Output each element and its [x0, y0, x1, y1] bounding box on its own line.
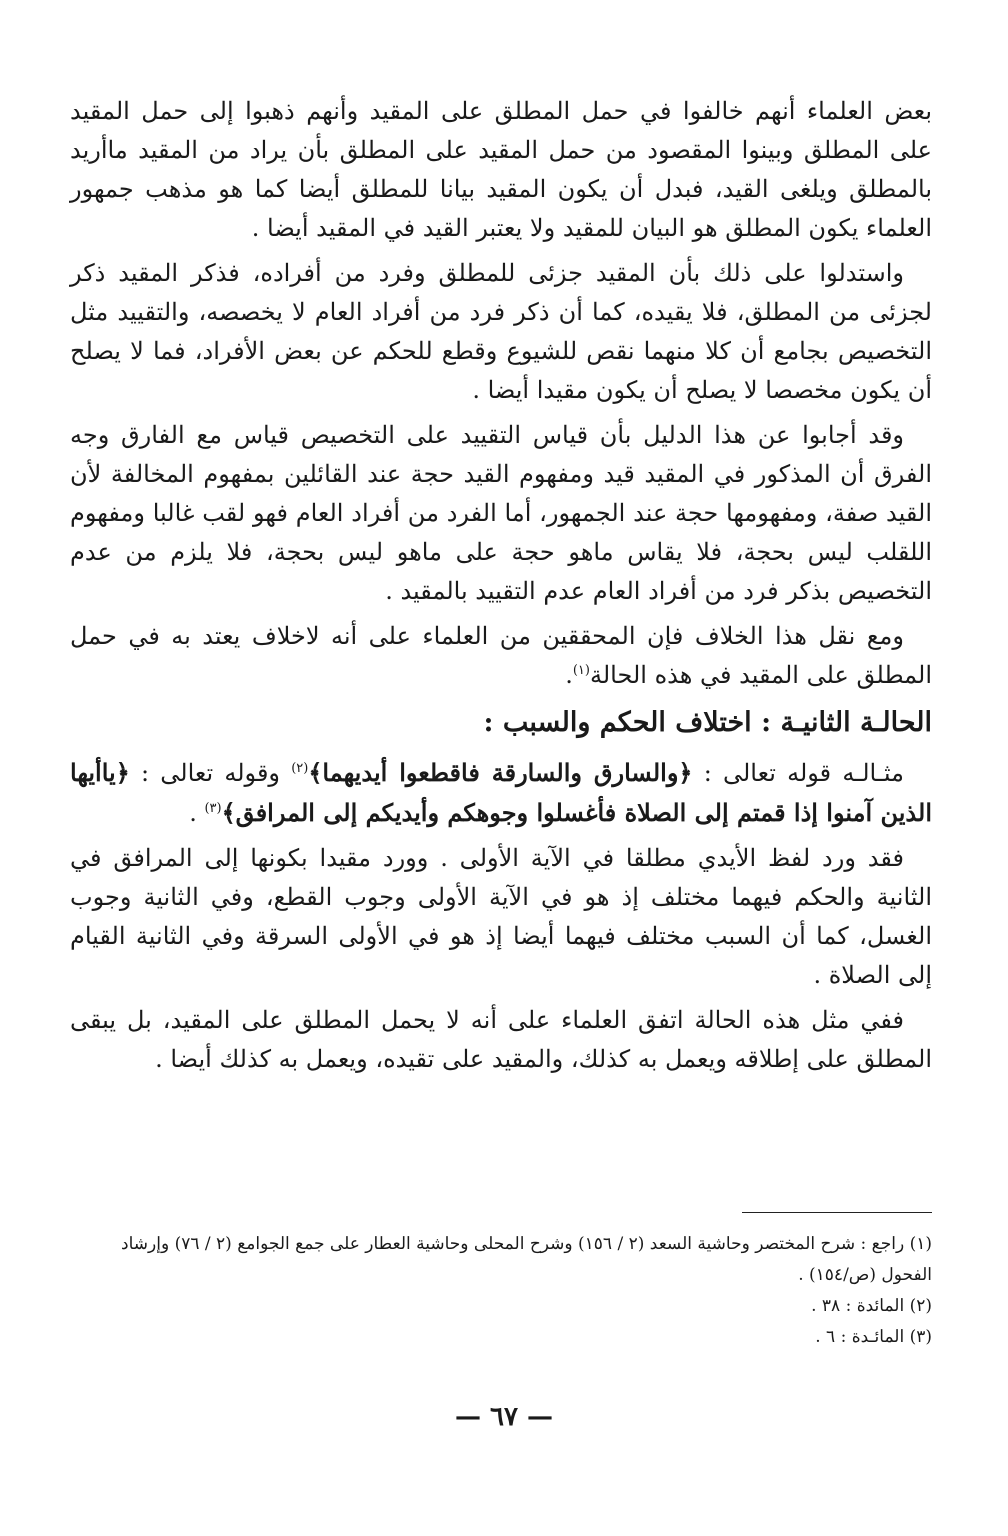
footnote-ref-3: (٣) — [204, 801, 222, 816]
paragraph-5-connector: وقوله تعالى : — [129, 759, 292, 787]
footnote-3: (٣) المائـدة : ٦ . — [815, 1327, 932, 1347]
quran-verse-1: ﴿والسارق والسارقة فاقطعوا أيديهما﴾ — [308, 758, 693, 787]
footnote-ref-1: (١) — [572, 663, 590, 678]
paragraph-6: فقد ورد لفظ الأيدي مطلقا في الآية الأولى . وورد مقيدا بكونها إلى المرافق في الثانية والحكم فيهما مختلف إذ هو في الآية الأولى وجوب القطع، وفي الثانية وجوب الغسل، كما أن السبب مختلف فيهما أيضا إذ هو في الأولى السرقة وفي الثانية القيام إلى الصلاة . — [70, 844, 932, 989]
page-body — [70, 92, 932, 1085]
section-heading: الحالـة الثانيـة : اختلاف الحكم والسبب : — [483, 707, 932, 738]
paragraph-4-text: ومع نقل هذا الخلاف فإن المحققين من العلماء على أنه لاخلاف يعتد به في حمل المطلق على المقيد في هذه الحالة — [70, 622, 932, 689]
paragraph-7: ففي مثل هذه الحالة اتفق العلماء على أنه لا يحمل المطلق على المقيد، بل يبقى المطلق على إطلاقه ويعمل به كذلك، والمقيد على تقيده، ويعمل به كذلك أيضا . — [70, 1006, 932, 1073]
paragraph-5-end: . — [189, 799, 205, 827]
paragraph-5 — [70, 753, 932, 833]
paragraph-1: بعض العلماء أنهم خالفوا في حمل المطلق على المقيد وأنهم ذهبوا إلى حمل المقيد على المطلق وبينوا المقصود من حمل المقيد على المطلق بأن يراد من المقيد ماأريد بالمطلق ويلغى القيد، فبدل أن يكون المقيد بيانا للمطلق أيضا كما هو مذهب جمهور العلماء يكون المطلق هو البيان للمقيد ولا يعتبر القيد في المقيد أيضا . — [70, 97, 932, 242]
footnote-separator — [742, 1212, 932, 1213]
footnote-1: (١) راجع : شرح المختصر وحاشية السعد (٢ / ١٥٦) وشرح المحلى وحاشية العطار على جمع الجوامع (٢ / ٧٦) وإرشاد الفحول (ص/١٥٤) . — [121, 1234, 932, 1285]
footnote-2: (٢) المائدة : ٣٨ . — [811, 1296, 932, 1316]
paragraph-5-intro: مثـالـه قوله تعالى : — [692, 759, 904, 787]
page-number: — ٦٧ — — [454, 1402, 554, 1432]
paragraph-2: واستدلوا على ذلك بأن المقيد جزئى للمطلق وفرد من أفراده، فذكر المقيد ذكر لجزئى من المطلق، فلا يقيده، كما أن ذكر فرد من أفراد العام لا يخصصه، والتقييد مثل التخصيص بجامع أن كلا منهما نقص للشيوع وقطع للحكم عن بعض الأفراد، فما لا يصلح أن يكون مخصصا لا يصلح أن يكون مقيدا أيضا . — [70, 259, 932, 404]
paragraph-4 — [70, 617, 932, 695]
footnote-ref-2: (٢) — [291, 761, 309, 776]
paragraph-3: وقد أجابوا عن هذا الدليل بأن قياس التقييد على التخصيص قياس مع الفارق وجه الفرق أن المذكور في المقيد قيد ومفهوم القيد حجة عند القائلين بمفهوم المخالفة لأن القيد صفة، ومفهومها حجة عند الجمهور، أما الفرد من أفراد العام فهو لقب غالبا ومفهوم اللقلب ليس بحجة، فلا يقاس ماهو حجة على ماهو ليس بحجة، فلا يلزم من عدم التخصيص بذكر فرد من أفراد العام عدم التقييد بالمقيد . — [70, 421, 933, 605]
quran-verse-2: ﴿ياأيها الذين آمنوا إذا قمتم إلى الصلاة فأغسلوا وجوهكم وأيديكم إلى المرافق﴾ — [70, 758, 932, 827]
paragraph-4-end: . — [565, 661, 573, 689]
footnotes-section — [70, 1212, 932, 1353]
